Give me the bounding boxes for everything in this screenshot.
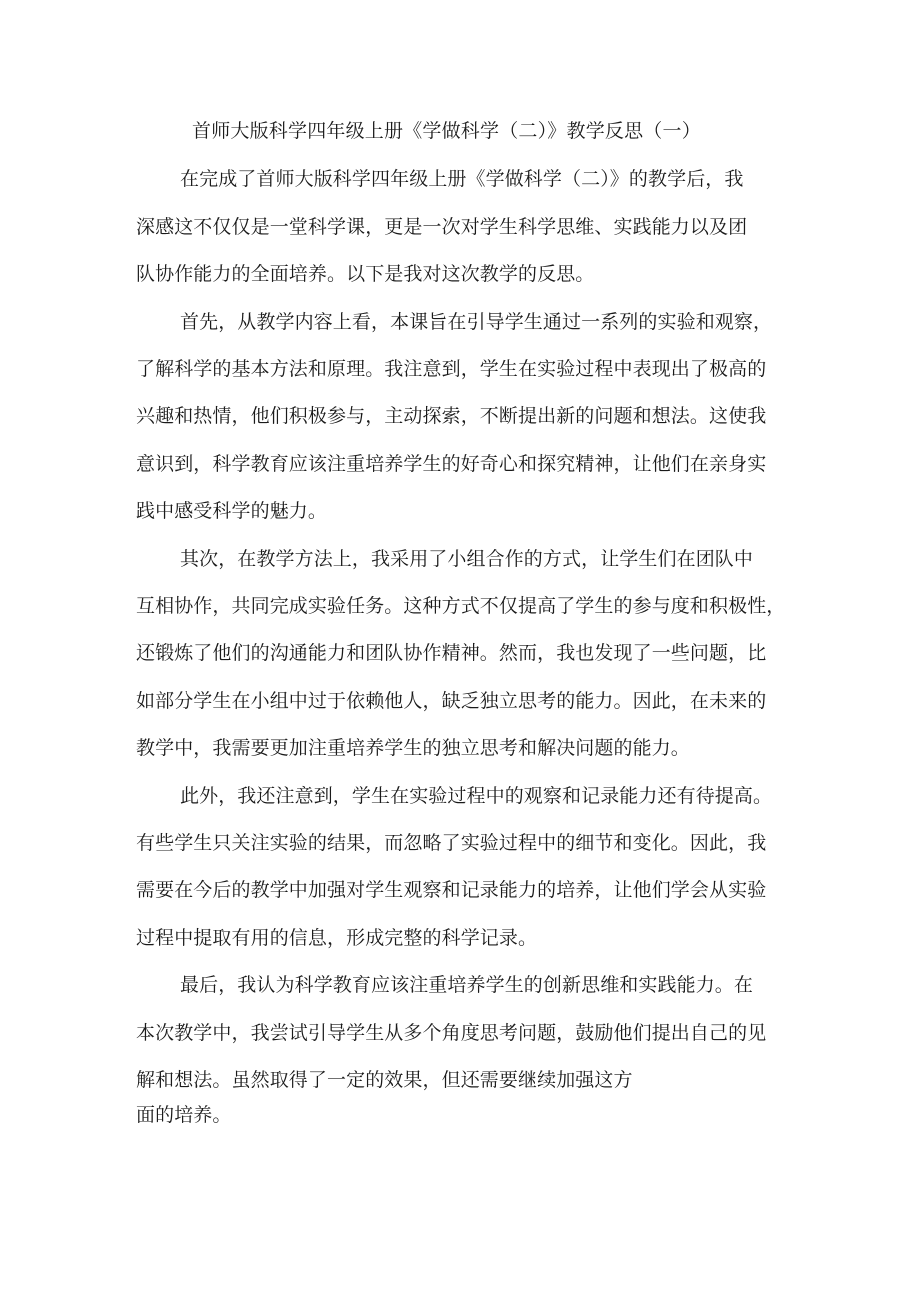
- paragraph-3-line-5: 教学中，我需要更加注重培养学生的独立思考和解决问题的能力。: [136, 737, 690, 759]
- paragraph-1-line-3: 队协作能力的全面培养。以下是我对这次教学的反思。: [136, 263, 595, 285]
- paragraph-5-line-2: 本次教学中，我尝试引导学生从多个角度思考问题，鼓励他们提出自己的见: [136, 1022, 767, 1044]
- paragraph-3-line-4: 如部分学生在小组中过于依赖他人，缺乏独立思考的能力。因此，在未来的: [136, 690, 767, 712]
- paragraph-2-line-4: 意识到，科学教育应该注重培养学生的好奇心和探究精神，让他们在亲身实: [136, 453, 767, 475]
- paragraph-1-line-2: 深感这不仅仅是一堂科学课，更是一次对学生科学思维、实践能力以及团: [136, 216, 748, 238]
- paragraph-4-line-1: 此外，我还注意到，学生在实验过程中的观察和记录能力还有待提高。: [180, 785, 773, 807]
- paragraph-5-line-4: 面的培养。: [136, 1104, 232, 1126]
- paragraph-5-line-3: 解和想法。虽然取得了一定的效果，但还需要继续加强这方: [136, 1069, 633, 1091]
- paragraph-3-line-3: 还锻炼了他们的沟通能力和团队协作精神。然而，我也发现了一些问题，比: [136, 642, 767, 664]
- paragraph-5-line-1: 最后，我认为科学教育应该注重培养学生的创新思维和实践能力。在: [180, 974, 754, 996]
- paragraph-3-line-2: 互相协作，共同完成实验任务。这种方式不仅提高了学生的参与度和积极性，: [136, 595, 786, 617]
- paragraph-1-line-1: 在完成了首师大版科学四年级上册《学做科学（二）》的教学后，我: [180, 168, 744, 190]
- paragraph-2-line-3: 兴趣和热情，他们积极参与，主动探索，不断提出新的问题和想法。这使我: [136, 405, 767, 427]
- document-title: 首师大版科学四年级上册《学做科学（二）》教学反思（一）: [192, 120, 701, 142]
- paragraph-4-line-4: 过程中提取有用的信息，形成完整的科学记录。: [136, 927, 538, 949]
- paragraph-2-line-5: 践中感受科学的魅力。: [136, 500, 328, 522]
- paragraph-3-line-1: 其次，在教学方法上，我采用了小组合作的方式，让学生们在团队中: [180, 548, 754, 570]
- paragraph-2-line-2: 了解科学的基本方法和原理。我注意到，学生在实验过程中表现出了极高的: [136, 358, 767, 380]
- paragraph-2-line-1: 首先，从教学内容上看，本课旨在引导学生通过一系列的实验和观察，: [180, 311, 773, 333]
- paragraph-4-line-3: 需要在今后的教学中加强对学生观察和记录能力的培养，让他们学会从实验: [136, 879, 767, 901]
- paragraph-4-line-2: 有些学生只关注实验的结果，而忽略了实验过程中的细节和变化。因此，我: [136, 832, 767, 854]
